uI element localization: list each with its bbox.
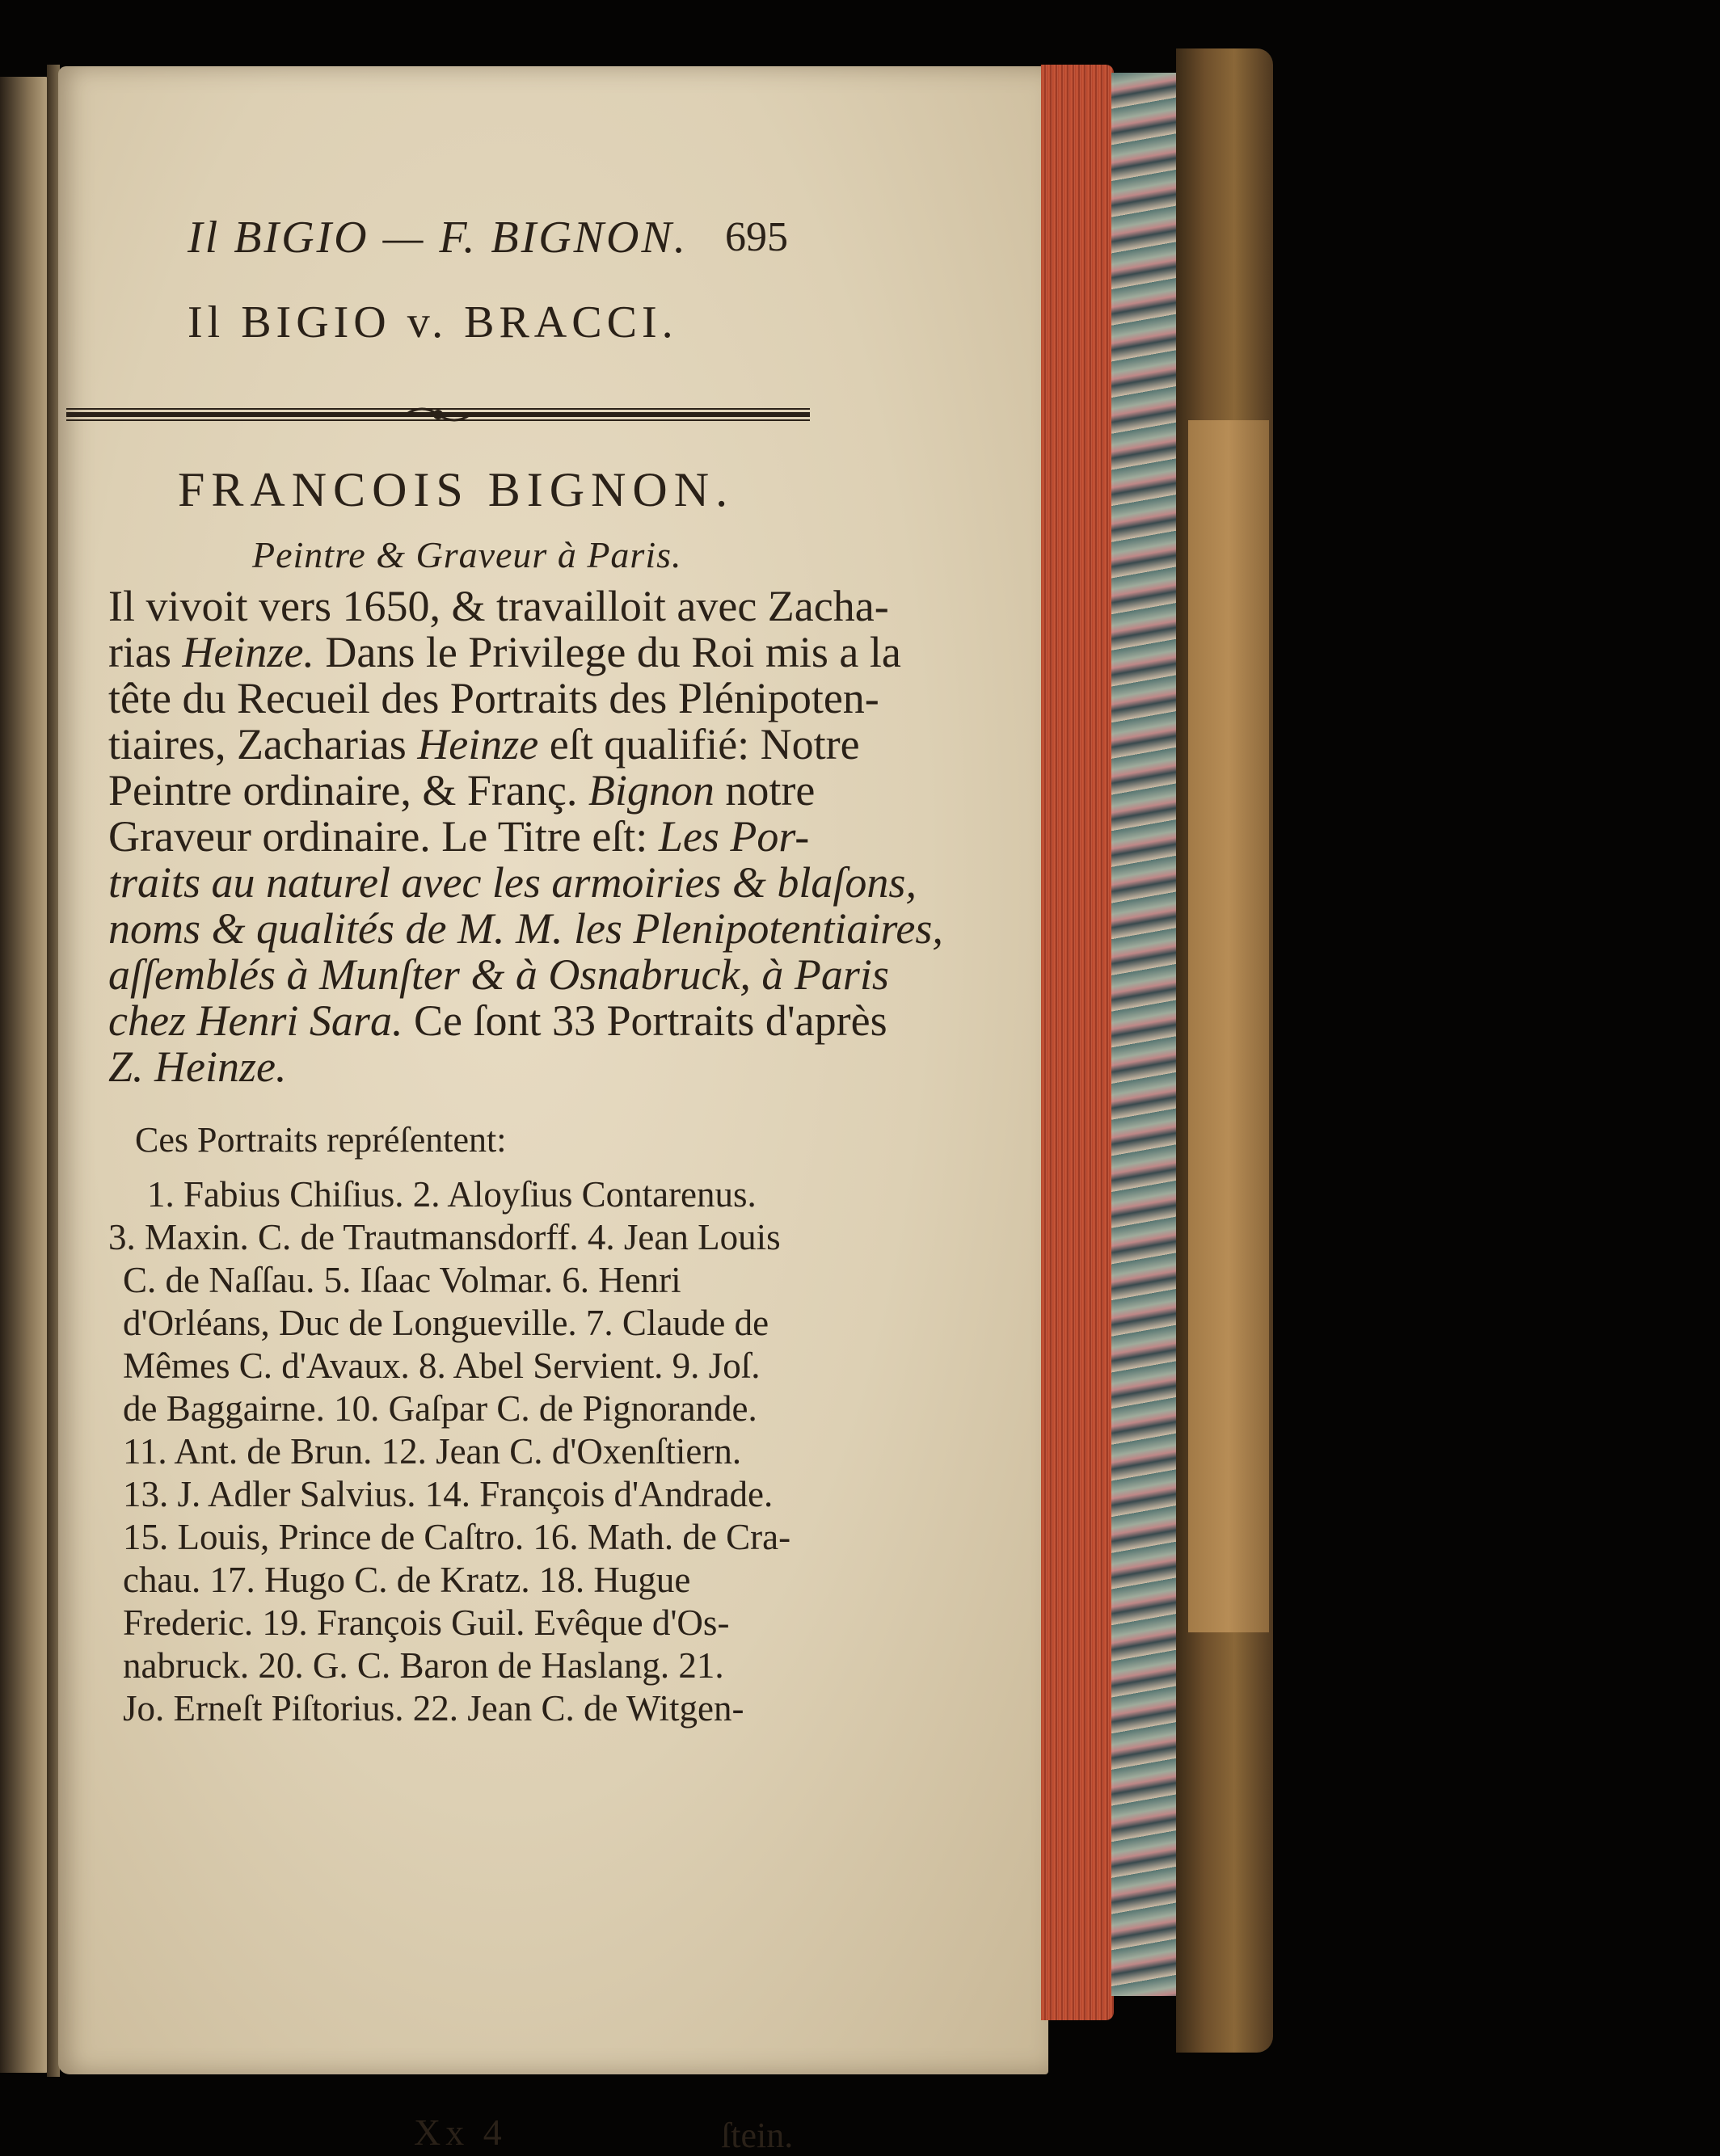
spine-leather-patch: [1188, 420, 1269, 1632]
portrait-list-item: 3. Maxin. C. de Trautmansdorff. 4. Jean Louis: [108, 1217, 781, 1257]
page-content: [58, 66, 1048, 2155]
text-run: Peintre ordinaire, & Franç.: [108, 766, 588, 815]
section-heading: Ces Portraits repréſentent:: [135, 1120, 507, 1160]
text-run: rias: [108, 628, 183, 676]
text-run: Graveur ordinaire. Le Titre eſt:: [108, 812, 659, 861]
entry-title: FRANCOIS BIGNON.: [178, 463, 735, 516]
portrait-list-item: Jo. Erneſt Piſtorius. 22. Jean C. de Witgen-: [123, 1688, 744, 1729]
portrait-list-item: 1. Fabius Chiſius. 2. Aloyſius Contarenus.: [147, 1174, 757, 1215]
portrait-list-item: 13. J. Adler Salvius. 14. François d'Andrade.: [123, 1474, 774, 1514]
body-line: [108, 814, 809, 860]
text-run: notre: [714, 766, 816, 815]
italic-run: aſſemblés à Munſter & à Osnabruck, à Paris: [108, 950, 889, 999]
body-line: [108, 768, 815, 814]
text-run: Il vivoit vers 1650, & travailloit avec Zacha-: [108, 582, 889, 630]
text-run: tiaires, Zacharias: [108, 720, 418, 768]
italic-run: Z. Heinze.: [108, 1042, 287, 1091]
body-line: [108, 952, 889, 998]
italic-run: Heinze.: [182, 628, 314, 676]
italic-run: Bignon: [588, 766, 715, 815]
portrait-list-item: 11. Ant. de Brun. 12. Jean C. d'Oxenſtiern.: [123, 1431, 742, 1472]
portrait-list-item: chau. 17. Hugo C. de Kratz. 18. Hugue: [123, 1560, 691, 1600]
body-line: [108, 583, 889, 630]
portrait-list-item: 15. Louis, Prince de Caſtro. 16. Math. de Cra-: [123, 1517, 791, 1557]
portrait-list-item: Frederic. 19. François Guil. Evêque d'Os-: [123, 1602, 730, 1643]
cross-reference: Il BIGIO v. BRACCI.: [188, 297, 678, 347]
italic-run: Heinze: [417, 720, 539, 768]
portrait-list-item: de Baggairne. 10. Gaſpar C. de Pignorande.: [123, 1388, 757, 1429]
body-line: [108, 722, 860, 768]
text-run: Ce ſont 33 Portraits d'après: [403, 996, 887, 1045]
red-page-edges: [1041, 65, 1114, 2020]
portrait-list-item: C. de Naſſau. 5. Iſaac Volmar. 6. Henri: [123, 1260, 681, 1300]
text-run: eſt qualifié: Notre: [538, 720, 860, 768]
body-line: [108, 630, 901, 676]
body-line: [108, 676, 879, 722]
italic-run: chez Henri Sara.: [108, 996, 403, 1045]
italic-run: traits au naturel avec les armoiries & blaſons,: [108, 858, 917, 907]
running-head: Il BIGIO — F. BIGNON.: [188, 213, 688, 263]
ornamental-rule: [66, 404, 810, 425]
text-run: Dans le Privilege du Roi mis a la: [314, 628, 901, 676]
portrait-list-item: nabruck. 20. G. C. Baron de Haslang. 21.: [123, 1645, 724, 1686]
facing-page-edge: [0, 77, 50, 2073]
body-line: [108, 998, 887, 1044]
body-line: [108, 906, 943, 952]
signature-mark: Xx 4: [414, 2112, 507, 2153]
body-line: [108, 860, 917, 906]
portrait-list-item: d'Orléans, Duc de Longueville. 7. Claude de: [123, 1303, 769, 1343]
text-run: tête du Recueil des Portraits des Plénipoten-: [108, 674, 879, 722]
body-line: [108, 1044, 286, 1090]
italic-run: noms & qualités de M. M. les Plenipotentiaires,: [108, 904, 943, 953]
catchword: ſtein.: [721, 2116, 794, 2155]
entry-subtitle: Peintre & Graveur à Paris.: [252, 534, 682, 575]
marbled-endpaper: [1111, 73, 1180, 1996]
italic-run: Les Por-: [658, 812, 810, 861]
page-number: 695: [725, 214, 788, 260]
portrait-list-item: Mêmes C. d'Avaux. 8. Abel Servient. 9. Joſ.: [123, 1345, 761, 1386]
